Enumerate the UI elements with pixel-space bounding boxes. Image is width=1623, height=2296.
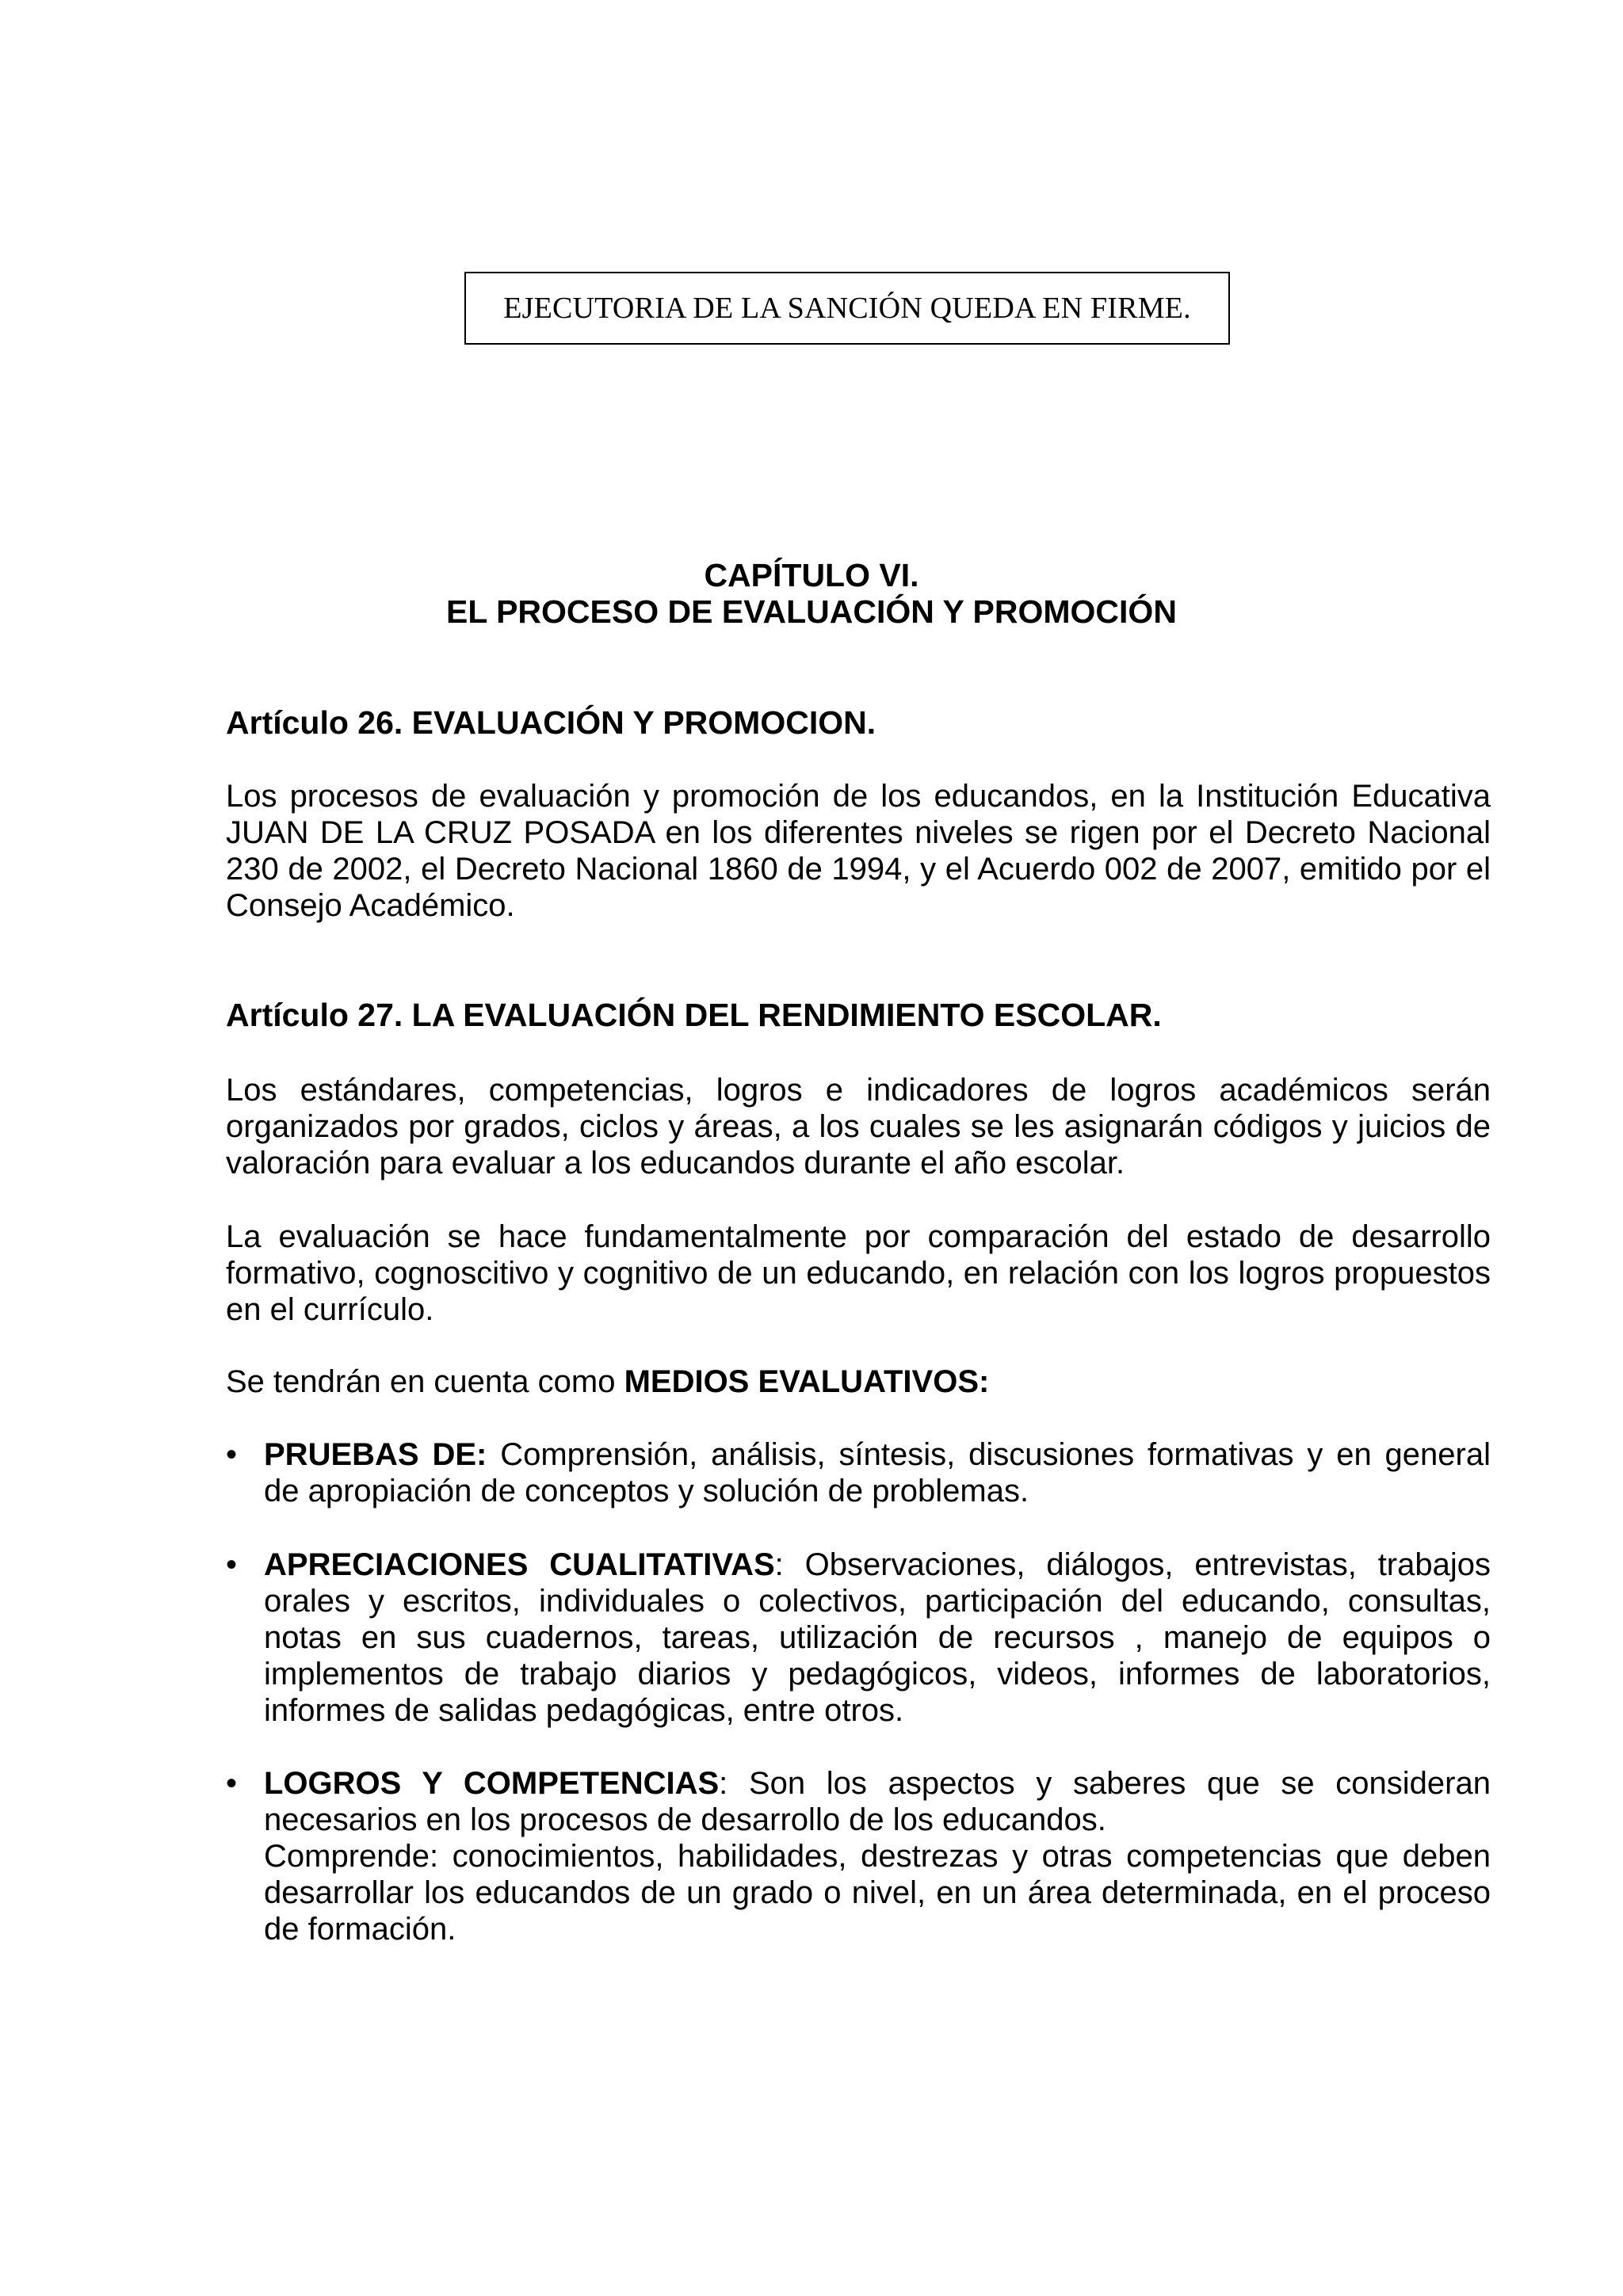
bullet-text (264, 1765, 1491, 1947)
bullet-apreciaciones (226, 1547, 1491, 1729)
bullet-body: Comprensión, análisis, síntesis, discusiones formativas y en general de apropiación de conceptos y solución de problemas. (264, 1437, 1491, 1508)
medios-evaluativos-intro (226, 1363, 1491, 1400)
bullet-text (264, 1547, 1491, 1729)
article-27-paragraph-2: La evaluación se hace fundamentalmente por comparación del estado de desarrollo formativo, cognoscitivo y cognitivo de un educando, en relación con los logros propuestos en el currículo. (226, 1219, 1491, 1327)
chapter-title: EL PROCESO DE EVALUACIÓN Y PROMOCIÓN (446, 593, 1177, 630)
bullet-logros (226, 1765, 1491, 1947)
bullet-body: : Son los aspectos y saberes que se consideran necesarios en los procesos de desarrollo de los educandos. (264, 1766, 1491, 1837)
bullet-body: : Observaciones, diálogos, entrevistas, trabajos orales y escritos, individuales o colectivos, participación del educando, consultas, notas en sus cuadernos, tareas, utilización de recursos , manejo de equipos o implementos de trabajo diarios y pedagógicos, videos, informes de laboratorios, informes de salidas pedagógicas, entre otros. (264, 1547, 1491, 1728)
boxed-note: EJECUTORIA DE LA SANCIÓN QUEDA EN FIRME. (464, 272, 1230, 345)
article-27-heading: Artículo 27. LA EVALUACIÓN DEL RENDIMIENTO ESCOLAR. (226, 997, 1162, 1033)
medios-intro-bold: MEDIOS EVALUATIVOS: (624, 1364, 990, 1399)
bullet-icon: • (226, 1437, 238, 1472)
bullet-icon: • (226, 1766, 238, 1801)
bullet-continuation: Comprende: conocimientos, habilidades, destrezas y otras competencias que deben desarrollar los educandos de un grado o nivel, en un área determinada, en el proceso de formación. (264, 1839, 1491, 1947)
medios-intro-text: Se tendrán en cuenta como (226, 1364, 624, 1399)
bullet-icon: • (226, 1547, 238, 1582)
article-27-paragraph-1: Los estándares, competencias, logros e indicadores de logros académicos serán organizados por grados, ciclos y áreas, a los cuales se les asignarán códigos y juicios de valoración para evaluar a los educandos durante el año escolar. (226, 1073, 1491, 1180)
chapter-number: CAPÍTULO VI. (704, 557, 919, 593)
article-26-paragraph: Los procesos de evaluación y promoción de los educandos, en la Institución Educativa JUAN DE LA CRUZ POSADA en los diferentes niveles se rigen por el Decreto Nacional 230 de 2002, el Decreto Nacional 1860 de 1994, y el Acuerdo 002 de 2007, emitido por el Consejo Académico. (226, 779, 1491, 923)
bullet-term: PRUEBAS DE: (264, 1437, 487, 1472)
bullet-text (264, 1436, 1491, 1509)
bullet-term: LOGROS Y COMPETENCIAS (264, 1766, 720, 1801)
bullet-pruebas (226, 1436, 1491, 1509)
bullet-term: APRECIACIONES CUALITATIVAS (264, 1547, 775, 1582)
article-26-heading: Artículo 26. EVALUACIÓN Y PROMOCION. (226, 704, 876, 741)
